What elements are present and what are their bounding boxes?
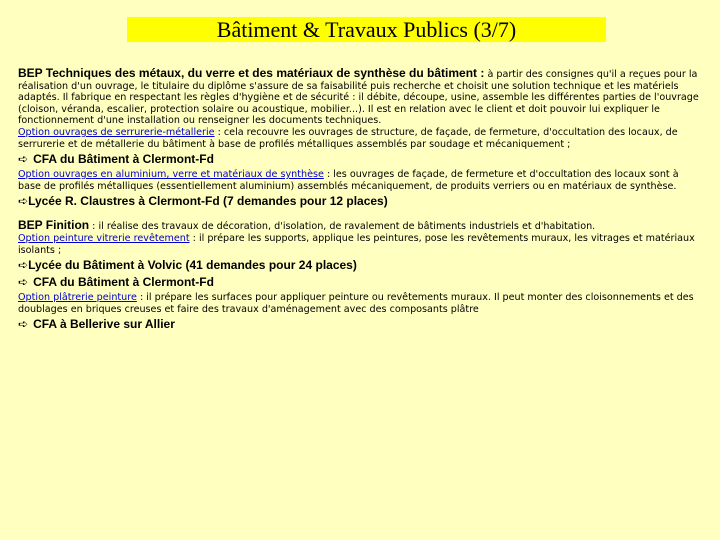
bep-metaux-description: à partir des consignes qu'il a reçues pour la réalisation d'un ouvrage, le titulaire du diplôme s'assure de sa faisabilité puis recherche et choisit une solution technique et les matériels adaptés. Il fabrique en respectant les règles d'hygiène et de sécurité : il débite, découpe, usine, assemble les différentes parties de l'ouvrage (cloison, véranda, escalier, protection solaire ou acoustique, mobilier...). Il est en relation avec le client et doit pouvoir lui expliquer le fonctionnement d'une installation ou renseigner les documents techniques.: [18, 69, 699, 127]
school-lycee-claustres: ➪Lycée R. Claustres à Clermont-Fd (7 demandes pour 12 places): [18, 194, 388, 209]
option-peinture-vitrerie: [18, 233, 702, 256]
arrow-icon: ➪: [18, 317, 29, 332]
bep-finition-description: : il réalise des travaux de décoration, d'isolation, de ravalement de bâtiments industriels et d'habitation.: [92, 221, 596, 233]
option-platrerie: [18, 292, 702, 315]
option-aluminium: [18, 169, 702, 192]
school-cfa-batiment-2: ➪ CFA du Bâtiment à Clermont-Fd: [18, 275, 214, 290]
arrow-icon: ➪: [18, 258, 29, 273]
bep-metaux-paragraph: [18, 68, 702, 127]
option-aluminium-text: : les ouvrages de façade, de fermeture et d'occultation des locaux sont à base de profilés métalliques (essentiellement aluminium) assemblés mécaniquement, de produits verriers ou en matériaux de synthèse.: [18, 169, 679, 192]
option-serrurerie-link[interactable]: Option ouvrages de serrurerie-métallerie: [18, 126, 215, 138]
option-peinture-vitrerie-link[interactable]: Option peinture vitrerie revêtement: [18, 232, 190, 244]
arrow-icon: ➪: [18, 194, 29, 209]
school-cfa-batiment-1: ➪ CFA du Bâtiment à Clermont-Fd: [18, 152, 214, 167]
school-cfa-bellerive: ➪ CFA à Bellerive sur Allier: [18, 317, 175, 332]
arrow-icon: ➪: [18, 152, 29, 167]
content: [18, 68, 702, 334]
arrow-icon: ➪: [18, 275, 29, 290]
bep-finition-paragraph: [18, 220, 702, 233]
option-aluminium-link[interactable]: Option ouvrages en aluminium, verre et matériaux de synthèse: [18, 169, 324, 181]
option-platrerie-text: : il prépare les surfaces pour appliquer peinture ou revêtements muraux. Il peut monter des cloisonnements et des doublages en briques creuses et faire des travaux d'aménagement avec des composants plâtre: [18, 292, 694, 315]
school-lycee-volvic: ➪Lycée du Bâtiment à Volvic (41 demandes pour 24 places): [18, 258, 357, 273]
option-platrerie-link[interactable]: Option plâtrerie peinture: [18, 292, 137, 304]
option-peinture-vitrerie-text: : il prépare les supports, applique les peintures, pose les revêtements muraux, les vitrages et matériaux isolants ;: [18, 232, 695, 256]
bep-finition-heading: BEP Finition: [18, 218, 90, 233]
option-serrurerie-text: : cela recouvre les ouvrages de structure, de façade, de fermeture, d'occultation des locaux, de serrurerie et de métallerie du bâtiment à base de profilés métalliques assemblés par soudage et mécaniquement ;: [18, 126, 678, 150]
page-title: Bâtiment & Travaux Publics (3/7): [127, 17, 606, 42]
bep-metaux-heading: BEP Techniques des métaux, du verre et des matériaux de synthèse du bâtiment :: [18, 66, 485, 80]
option-serrurerie: [18, 127, 702, 150]
